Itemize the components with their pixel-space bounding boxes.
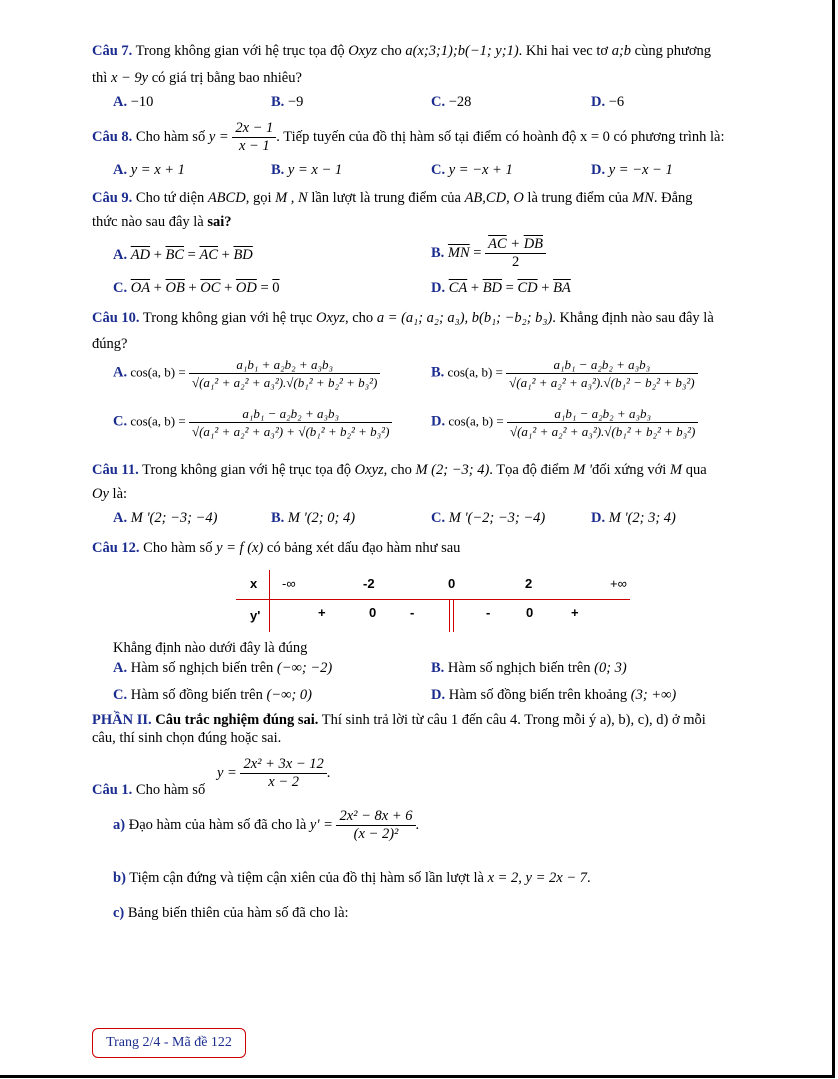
q8-option-a-val: y = x + 1 [130,162,185,178]
q11-m: M (2; −3; 4) [415,462,490,478]
q9-text2: , gọi [245,190,272,206]
q8-y-eq: y = [208,128,229,145]
q10-a-lhs: cos(a, b) = [130,364,186,380]
sign-table-sign-5: + [571,605,579,620]
q10-b-num: a₁b₁ − a₂b₂ + a₃b₃ [506,356,697,374]
q10-b-lhs: cos(a, b) = [447,364,503,380]
q12-option-b-text: Hàm số nghịch biến trên [447,660,591,676]
q9-d-v3: $\overline{CD}$ [517,280,538,296]
q12-option-c-text: Hàm số đồng biến trên [130,687,263,703]
q10-text2: , cho [345,310,374,326]
q9-option-c: C. $\overline{OA} + \overline{OB} + \overline{OC} + \overline{OD} = 0$ [113,280,280,296]
q10-d-fraction [507,405,698,440]
q9-c-zero: 0 [272,280,280,296]
q9-b-v3: $\overline{DB}$ [523,236,544,252]
q8-label: Câu 8. [92,128,133,145]
sign-table-x-label: x [250,576,258,591]
p2q1-a-den: (x − 2)² [353,826,399,842]
q9-o: O [513,190,524,206]
q9-label: Câu 9. [92,190,133,206]
q10-option-b [431,356,698,391]
q11-option-d [591,510,676,527]
part2-title: Câu trắc nghiệm đúng sai. [155,712,319,728]
q9-text1: Cho tứ diện [135,190,205,206]
q7-option-d [591,94,624,111]
page-footer: Trang 2/4 - Mã đề 122 [92,1028,246,1058]
q10-sys: Oxyz [316,310,345,326]
q8-option-b-key: B. [271,162,285,178]
q11-option-b-key: B. [271,510,285,526]
q9-text3: lần lượt là trung điểm của [311,190,461,206]
q8-option-a [113,162,185,179]
q11-text1: Trong không gian với hệ trục tọa độ [142,462,352,478]
p2q1-a-text: Đạo hàm của hàm số đã cho là [128,816,307,833]
q9-a-v1: $\overline{AD}$ [130,247,151,263]
q9-text4: , [506,190,510,206]
q9-a-v4: $\overline{BD}$ [233,247,253,263]
q9-a-v2: $\overline{BC}$ [165,247,185,263]
q10-a-fraction [189,356,380,391]
q9-option-d: D. $\overline{CA} + \overline{BD} = \overline{CD} + \overline{BA}$ [431,280,571,296]
q9-option-a: A. $\overline{AD} + \overline{BC} = \overline{AC} + \overline{BD}$ [113,247,253,263]
q9-line2 [92,214,232,231]
q8-text1: Cho hàm số [135,128,206,145]
p2q1-a-end: . [415,816,420,833]
q12-label: Câu 12. [92,540,140,556]
q11-option-b [271,510,355,527]
q12-text2: có bảng xét dấu đạo hàm như sau [266,540,461,556]
q12-option-a-val: (−∞; −2) [276,660,333,676]
q10-b-fraction [506,356,697,391]
p2q1-part-a [113,808,419,843]
q11-text2: , cho [383,462,412,478]
q10-option-a [113,356,380,391]
q7-option-a-key: A. [113,94,128,110]
q11-mp: M ' [573,462,592,478]
q10-va: a = (a₁; a₂; a₃) [376,310,465,326]
q11-option-c [431,510,545,527]
part2-label: PHẦN II. [92,712,152,728]
q11-option-b-val: M '(2; 0; 4) [287,510,356,526]
q9-d-v2: $\overline{BD}$ [482,280,503,296]
q8-option-b-val: y = x − 1 [287,162,343,178]
q10-a-num: a₁b₁ + a₂b₂ + a₃b₃ [189,356,380,374]
q8-num: 2x − 1 [232,120,276,138]
q12-prompt: Khẳng định nào dưới đây là đúng [113,640,308,656]
sign-table-sign-1: 0 [369,605,377,620]
q7-option-a-val: −10 [130,94,154,110]
q7-line2 [92,70,302,87]
q7-option-d-val: −6 [608,94,625,110]
q8-fraction [232,120,276,155]
q11-option-a-val: M '(2; −3; −4) [130,510,218,526]
q7-text2: . Khi hai vec tơ [518,43,609,59]
q9-text6: . Đẳng [653,190,693,206]
q10-option-c-key: C. [113,413,128,430]
p2q1-function [217,756,330,791]
q7-vec-b: b(−1; y;1) [457,43,519,59]
p2q1-c-text: Bảng biến thiên của hàm số đã cho là: [127,905,349,921]
q11-option-d-key: D. [591,510,606,526]
q10-text1: Trong không gian với hệ trục [142,310,313,326]
sign-table-sign-2: - [410,605,415,620]
q11-option-d-val: M '(2; 3; 4) [608,510,676,526]
q10-d-den: √(a₁² + a₂² + a₃²).√(b₁² + b₂² + b₃²) [509,424,696,439]
q12-option-a-text: Hàm số nghịch biến trên [130,660,274,676]
q12-option-c [113,687,312,704]
q7-ab: a;b [611,43,632,59]
q7-vec-a: a(x;3;1); [405,43,458,59]
q10-option-c [113,405,392,440]
q11-option-c-key: C. [431,510,446,526]
part2-line2: câu, thí sinh chọn đúng hoặc sai. [92,730,282,746]
part2-line1 [92,712,706,729]
sign-table-undefined-bar-2 [453,600,454,632]
q8-text2: . Tiếp tuyến của đồ thị hàm số tại điểm có hoành độ x = 0 có phương trình là: [276,128,725,145]
q9-option-b-key: B. [431,244,445,261]
q9-option-b: B. $\overline{MN}$ = $\frac{\overline{AC} + \overline{DB}}{2}$ [431,236,546,271]
q7-option-c [431,94,471,111]
q11-option-a-key: A. [113,510,128,526]
p2q1-a-num: 2x² − 8x + 6 [336,808,415,826]
q7-option-b [271,94,303,111]
q10-option-d-key: D. [431,413,446,430]
q7-sys: Oxyz [348,43,378,59]
p2q1-b-key: b) [113,870,126,886]
q8-option-d-key: D. [591,162,606,178]
q9-option-c-key: C. [113,280,128,296]
q7-option-a [113,94,153,111]
p2q1-num: 2x² + 3x − 12 [240,756,326,774]
q12-option-b [431,660,627,677]
sign-table-x-4: +∞ [610,576,627,591]
sign-table-sign-3: - [486,605,491,620]
q10-c-lhs: cos(a, b) = [130,413,186,429]
sign-table-y-label: y' [250,608,261,623]
q8-option-d-val: y = −x − 1 [608,162,673,178]
p2q1-intro [92,782,205,799]
p2q1-den: x − 2 [268,774,299,790]
q7-text1: Trong không gian với hệ trục tọa độ [135,43,345,59]
q12-line1 [92,540,460,557]
q8-option-d [591,162,673,179]
sign-table-sign-0: + [318,605,326,620]
q9-abcd: ABCD [207,190,246,206]
q10-d-lhs: cos(a, b) = [448,413,504,429]
q9-b-v1: $\overline{MN}$ [447,244,470,261]
q8-option-b [271,162,342,179]
sign-table-x-0: -∞ [282,576,296,591]
q10-c-den: √(a₁² + a₂² + a₃²) + √(b₁² + b₂² + b₃²) [191,424,390,439]
q12-option-d-val: (3; +∞) [630,687,677,703]
q9-c-v2: $\overline{OB}$ [165,280,185,296]
q11-option-c-val: M '(−2; −3; −4) [448,510,546,526]
q12-option-b-key: B. [431,660,445,676]
q10-c-num: a₁b₁ − a₂b₂ + a₃b₃ [189,405,392,423]
q11-m2: M [669,462,683,478]
p2q1-b-val: x = 2, y = 2x − 7 [487,870,587,886]
q9-c-v4: $\overline{OD}$ [235,280,257,296]
q7-option-b-key: B. [271,94,285,110]
q12-option-d-text: Hàm số đồng biến trên khoảng [448,687,628,703]
p2q1-b-end: . [587,870,591,886]
q8-option-c [431,162,513,179]
q9-option-d-key: D. [431,280,446,296]
q9-abcd2: AB,CD [464,190,507,206]
q10-a-den: √(a₁² + a₂² + a₃²).√(b₁² + b₂² + b₃²) [191,375,378,390]
p2q1-a-key: a) [113,816,126,833]
q12-option-a [113,660,332,677]
q11-line2 [92,486,127,503]
p2q1-fraction [240,756,326,791]
q10-text3: . Khẳng định nào sau đây là [552,310,714,326]
q10-d-num: a₁b₁ − a₂b₂ + a₃b₃ [507,405,698,423]
q12-option-b-val: (0; 3) [594,660,627,676]
q9-mn2: MN [632,190,654,206]
p2q1-c-key: c) [113,905,125,921]
p2q1-part-b [113,870,591,887]
q11-sys: Oxyz [354,462,384,478]
sign-table-x-2: 0 [448,576,456,591]
q11-line2-text: là: [112,486,128,502]
q7-expr: x − 9y [110,70,149,86]
sign-table-x-1: -2 [363,576,375,591]
sign-table-sign-4: 0 [526,605,534,620]
q9-b-den: 2 [511,254,520,270]
q12-option-a-key: A. [113,660,128,676]
q11-option-a [113,510,217,527]
q10-line2-text: đúng? [92,336,128,352]
q12-option-d [431,687,676,704]
q8-option-c-key: C. [431,162,446,178]
q9-line2-text: thức nào sau đây là [92,214,204,230]
q11-oy: Oy [92,486,109,502]
part2-text1: Thí sinh trả lời từ câu 1 đến câu 4. Trong mỗi ý a), b), c), d) ở mỗi [321,712,706,728]
q7-line2-b: có giá trị bằng bao nhiêu? [151,70,302,86]
q9-mn: M , N [275,190,308,206]
q12-option-c-key: C. [113,687,128,703]
p2q1-text1: Cho hàm số [135,782,206,798]
q7-option-d-key: D. [591,94,606,110]
q9-c-v3: $\overline{OC}$ [200,280,221,296]
p2q1-b-text: Tiệm cận đứng và tiệm cận xiên của đồ thị hàm số lần lượt là [129,870,484,886]
q11-text5: qua [685,462,707,478]
p2q1-label: Câu 1. [92,782,133,798]
q11-text3: . Tọa độ điểm [489,462,570,478]
q10-c-fraction [189,405,392,440]
q7-option-c-key: C. [431,94,446,110]
q7-text3: cùng phương [634,43,712,59]
p2q1-a-lhs: y' = [309,816,333,833]
q12-option-d-key: D. [431,687,446,703]
q11-label: Câu 11. [92,462,139,478]
q7-line2-a: thì [92,70,108,86]
q9-a-v3: $\overline{AC}$ [199,247,219,263]
q10-option-a-key: A. [113,364,128,381]
q7-label: Câu 7. [92,43,133,59]
sign-table-x-3: 2 [525,576,533,591]
q11-text4: đối xứng với [592,462,667,478]
q9-d-v1: $\overline{CA}$ [448,280,468,296]
q9-b-v2: $\overline{AC}$ [488,236,507,252]
q8-den: x − 1 [238,138,270,154]
sign-table-vline [269,570,270,632]
q9-text5: là trung điểm của [527,190,629,206]
q10-vb: , b(b₁; −b₂; b₃) [464,310,553,326]
p2q1-a-fraction [336,808,415,843]
q10-b-den: √(a₁² + a₂² + a₃²).√(b₁² − b₂² + b₃²) [509,375,695,390]
q10-line1 [92,310,714,327]
q10-line2 [92,336,127,353]
q8-line1 [92,120,724,155]
q7-option-b-val: −9 [287,94,304,110]
p2q1-part-c [113,905,349,922]
q9-b-fraction: $\frac{\overline{AC} + \overline{DB}}{2}$ [485,236,546,271]
q9-c-v1: $\overline{OA}$ [130,280,151,296]
q8-option-a-key: A. [113,162,128,178]
q9-line1 [92,190,693,207]
p2q1-end: . [326,764,331,781]
q12-text1: Cho hàm số [143,540,213,556]
q7-option-c-val: −28 [448,94,472,110]
q12-fx: y = f (x) [216,540,264,556]
q9-d-v4: $\overline{BA}$ [553,280,571,296]
q10-option-b-key: B. [431,364,445,381]
q10-option-d [431,405,698,440]
sign-table-hline [236,599,630,600]
q9-option-a-key: A. [113,247,128,263]
sign-table-undefined-bar-1 [449,600,450,632]
q12-option-c-val: (−∞; 0) [266,687,312,703]
sign-table [236,570,630,632]
p2q1-y-eq: y = [217,764,237,781]
q7-line1 [92,43,711,60]
q10-label: Câu 10. [92,310,140,326]
q8-option-c-val: y = −x + 1 [448,162,513,178]
q9-sai: sai? [207,214,232,230]
q11-line1 [92,462,707,479]
q7-cho: cho [380,43,402,59]
